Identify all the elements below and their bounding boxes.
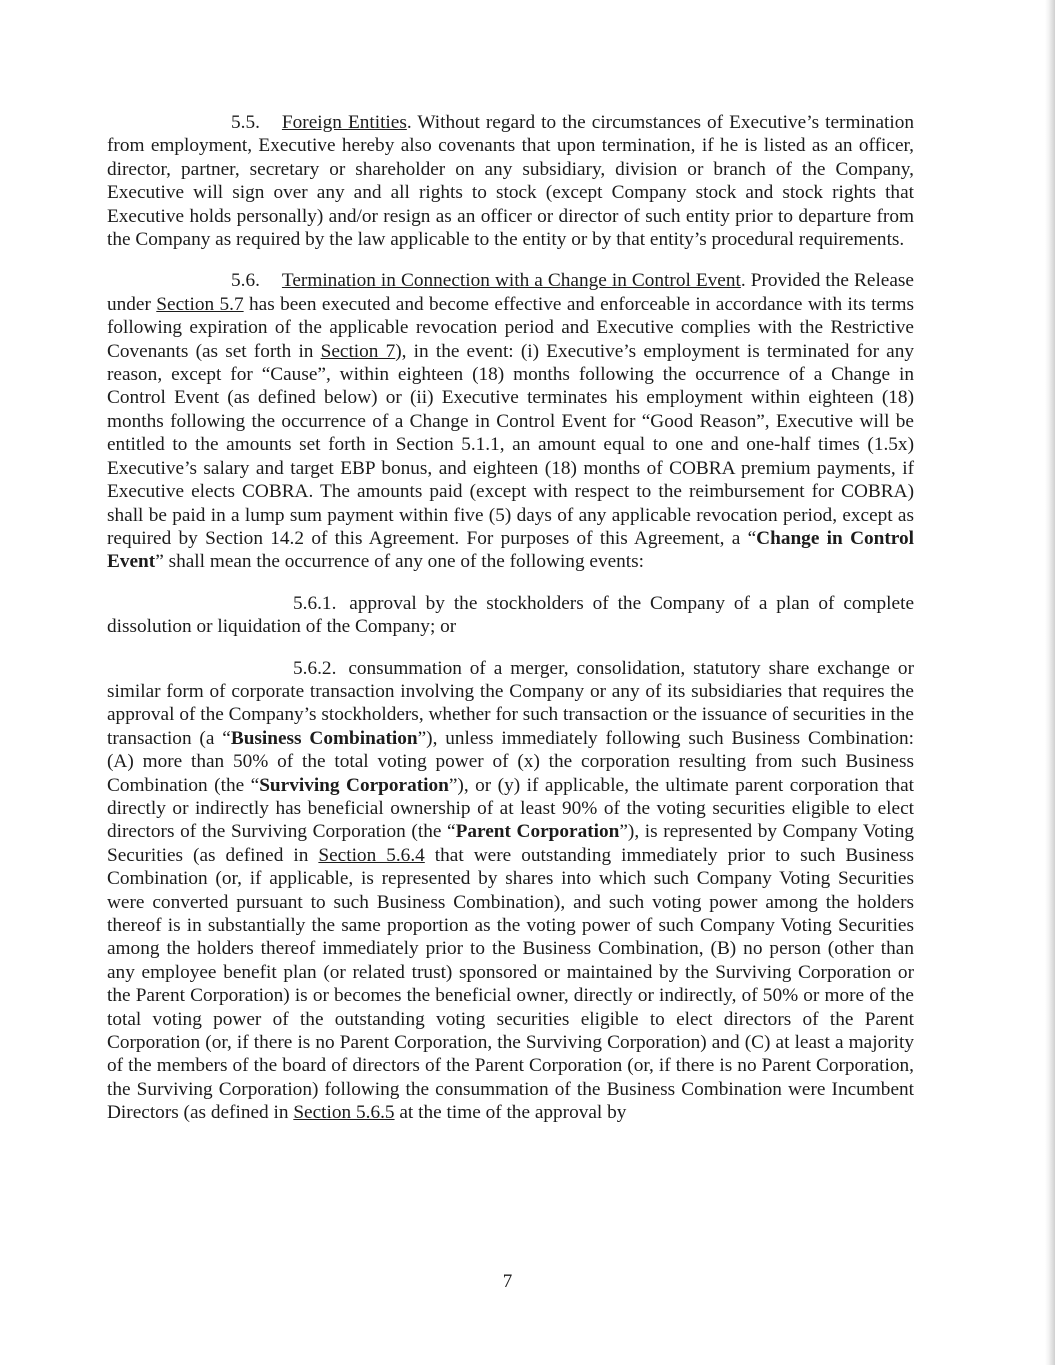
section-text: ”), is represented by Company Voting Securities (as defined in bbox=[107, 821, 914, 866]
section-text: has been executed and become effective and enforceable in accordance with its terms following expiration of the applicable revocation period and Executive complies with the Restrictive Covenants (as set forth in bbox=[107, 293, 914, 362]
section-5-6 bbox=[107, 269, 914, 573]
section-text: . Provided the Release under bbox=[107, 270, 914, 315]
section-number: 5.5. bbox=[231, 112, 260, 133]
defined-term: Business Combination bbox=[230, 727, 418, 749]
section-5-6-2 bbox=[107, 657, 914, 1125]
section-heading: Termination in Connection with a Change in Control Event bbox=[281, 270, 741, 292]
document-body bbox=[107, 111, 914, 1143]
section-text: at the time of the approval by bbox=[394, 1102, 627, 1124]
section-heading: Foreign Entities bbox=[281, 112, 407, 133]
section-5-5 bbox=[107, 111, 914, 251]
section-text: ”), or (y) if applicable, the ultimate parent corporation that directly or indirectly has beneficial ownership of at least 90% of the voting securities eligible to elect directors of the Surviving Corporation (the “ bbox=[107, 774, 915, 843]
defined-term: Change in Control Event bbox=[107, 527, 914, 573]
section-text: ”), unless immediately following such Business Combination: (A) more than 50% of the total voting power of (x) the corporation resulting from such Business Combination (the “ bbox=[107, 727, 914, 796]
page-edge-shadow bbox=[1045, 0, 1055, 1365]
cross-reference: Section 5.6.4 bbox=[318, 844, 425, 866]
section-number: 5.6.1. bbox=[293, 592, 337, 614]
defined-term: Surviving Corporation bbox=[259, 774, 449, 796]
page-number: 7 bbox=[502, 1271, 513, 1292]
section-5-6-1 bbox=[107, 592, 914, 639]
section-text: approval by the stockholders of the Company of a plan of complete dissolution or liquidation of the Company; or bbox=[107, 592, 915, 638]
section-text: Without regard to the circumstances of Executive’s termination from employment, Executive hereby also covenants that upon termination, if he is listed as an officer, director, partner, secretary or shareholder on any subsidiary, division or branch of the Company, Executive will sign over any and all rights to stock (except Company stock and stock rights that Executive holds personally) and/or resign as an officer or director of such entity prior to departure from the Company as required by the law applicable to the entity or by that entity’s procedural requirements. bbox=[107, 112, 914, 251]
section-number: 5.6. bbox=[231, 270, 260, 292]
defined-term: Parent Corporation bbox=[455, 821, 620, 843]
cross-reference: Section 7 bbox=[320, 340, 396, 362]
section-text: consummation of a merger, consolidation, statutory share exchange or similar form of corporate transaction involving the Company or any of its subsidiaries that requires the approval of the Company’s stockholders, whether for such transaction or the issuance of securities in the transaction (a “ bbox=[107, 657, 914, 749]
section-text: ” shall mean the occurrence of any one of the following events: bbox=[155, 551, 645, 573]
section-number: 5.6.2. bbox=[293, 657, 337, 679]
section-text: that were outstanding immediately prior to such Business Combination (or, if applicable, is represented by shares into which such Company Voting Securities were converted pursuant to such Business Combination), and such voting power among the holders thereof is in substantially the same proportion as the voting power of such Company Voting Securities among the holders thereof immediately prior to the Business Combination, (B) no person (other than any employee benefit plan (or related trust) sponsored or maintained by the Surviving Corporation or the Parent Corporation) is or becomes the beneficial owner, directly or indirectly, of 50% or more of the total voting power of the outstanding voting securities eligible to elect directors of the Parent Corporation (or, if there is no Parent Corporation, the Surviving Corporation) and (C) at least a majority of the members of the board of directors of the Parent Corporation (or, if there is no Parent Corporation, the Surviving Corporation) following the consummation of the Business Combination were Incumbent Directors (as defined in bbox=[107, 844, 914, 1124]
heading-period: . bbox=[406, 112, 412, 133]
section-text: ), in the event: (i) Executive’s employment is terminated for any reason, except for “Cause”, within eighteen (18) months following the occurrence of a Change in Control Event (as defined below) or (ii) Executive terminates his employment within eighteen (18) months following the occurrence of a Change in Control Event for “Good Reason”, Executive will be entitled to the amounts set forth in Section 5.1.1, an amount equal to one and one-half times (1.5x) Executive’s salary and target EBP bonus, and eighteen (18) months of COBRA premium payments, if Executive elects COBRA. The amounts paid (except with respect to the reimbursement for COBRA) shall be paid in a lump sum payment within five (5) days of any applicable revocation period, except as required by Section 14.2 of this Agreement. For purposes of this Agreement, a “ bbox=[107, 340, 914, 549]
cross-reference: Section 5.6.5 bbox=[293, 1102, 395, 1124]
cross-reference: Section 5.7 bbox=[156, 293, 244, 315]
